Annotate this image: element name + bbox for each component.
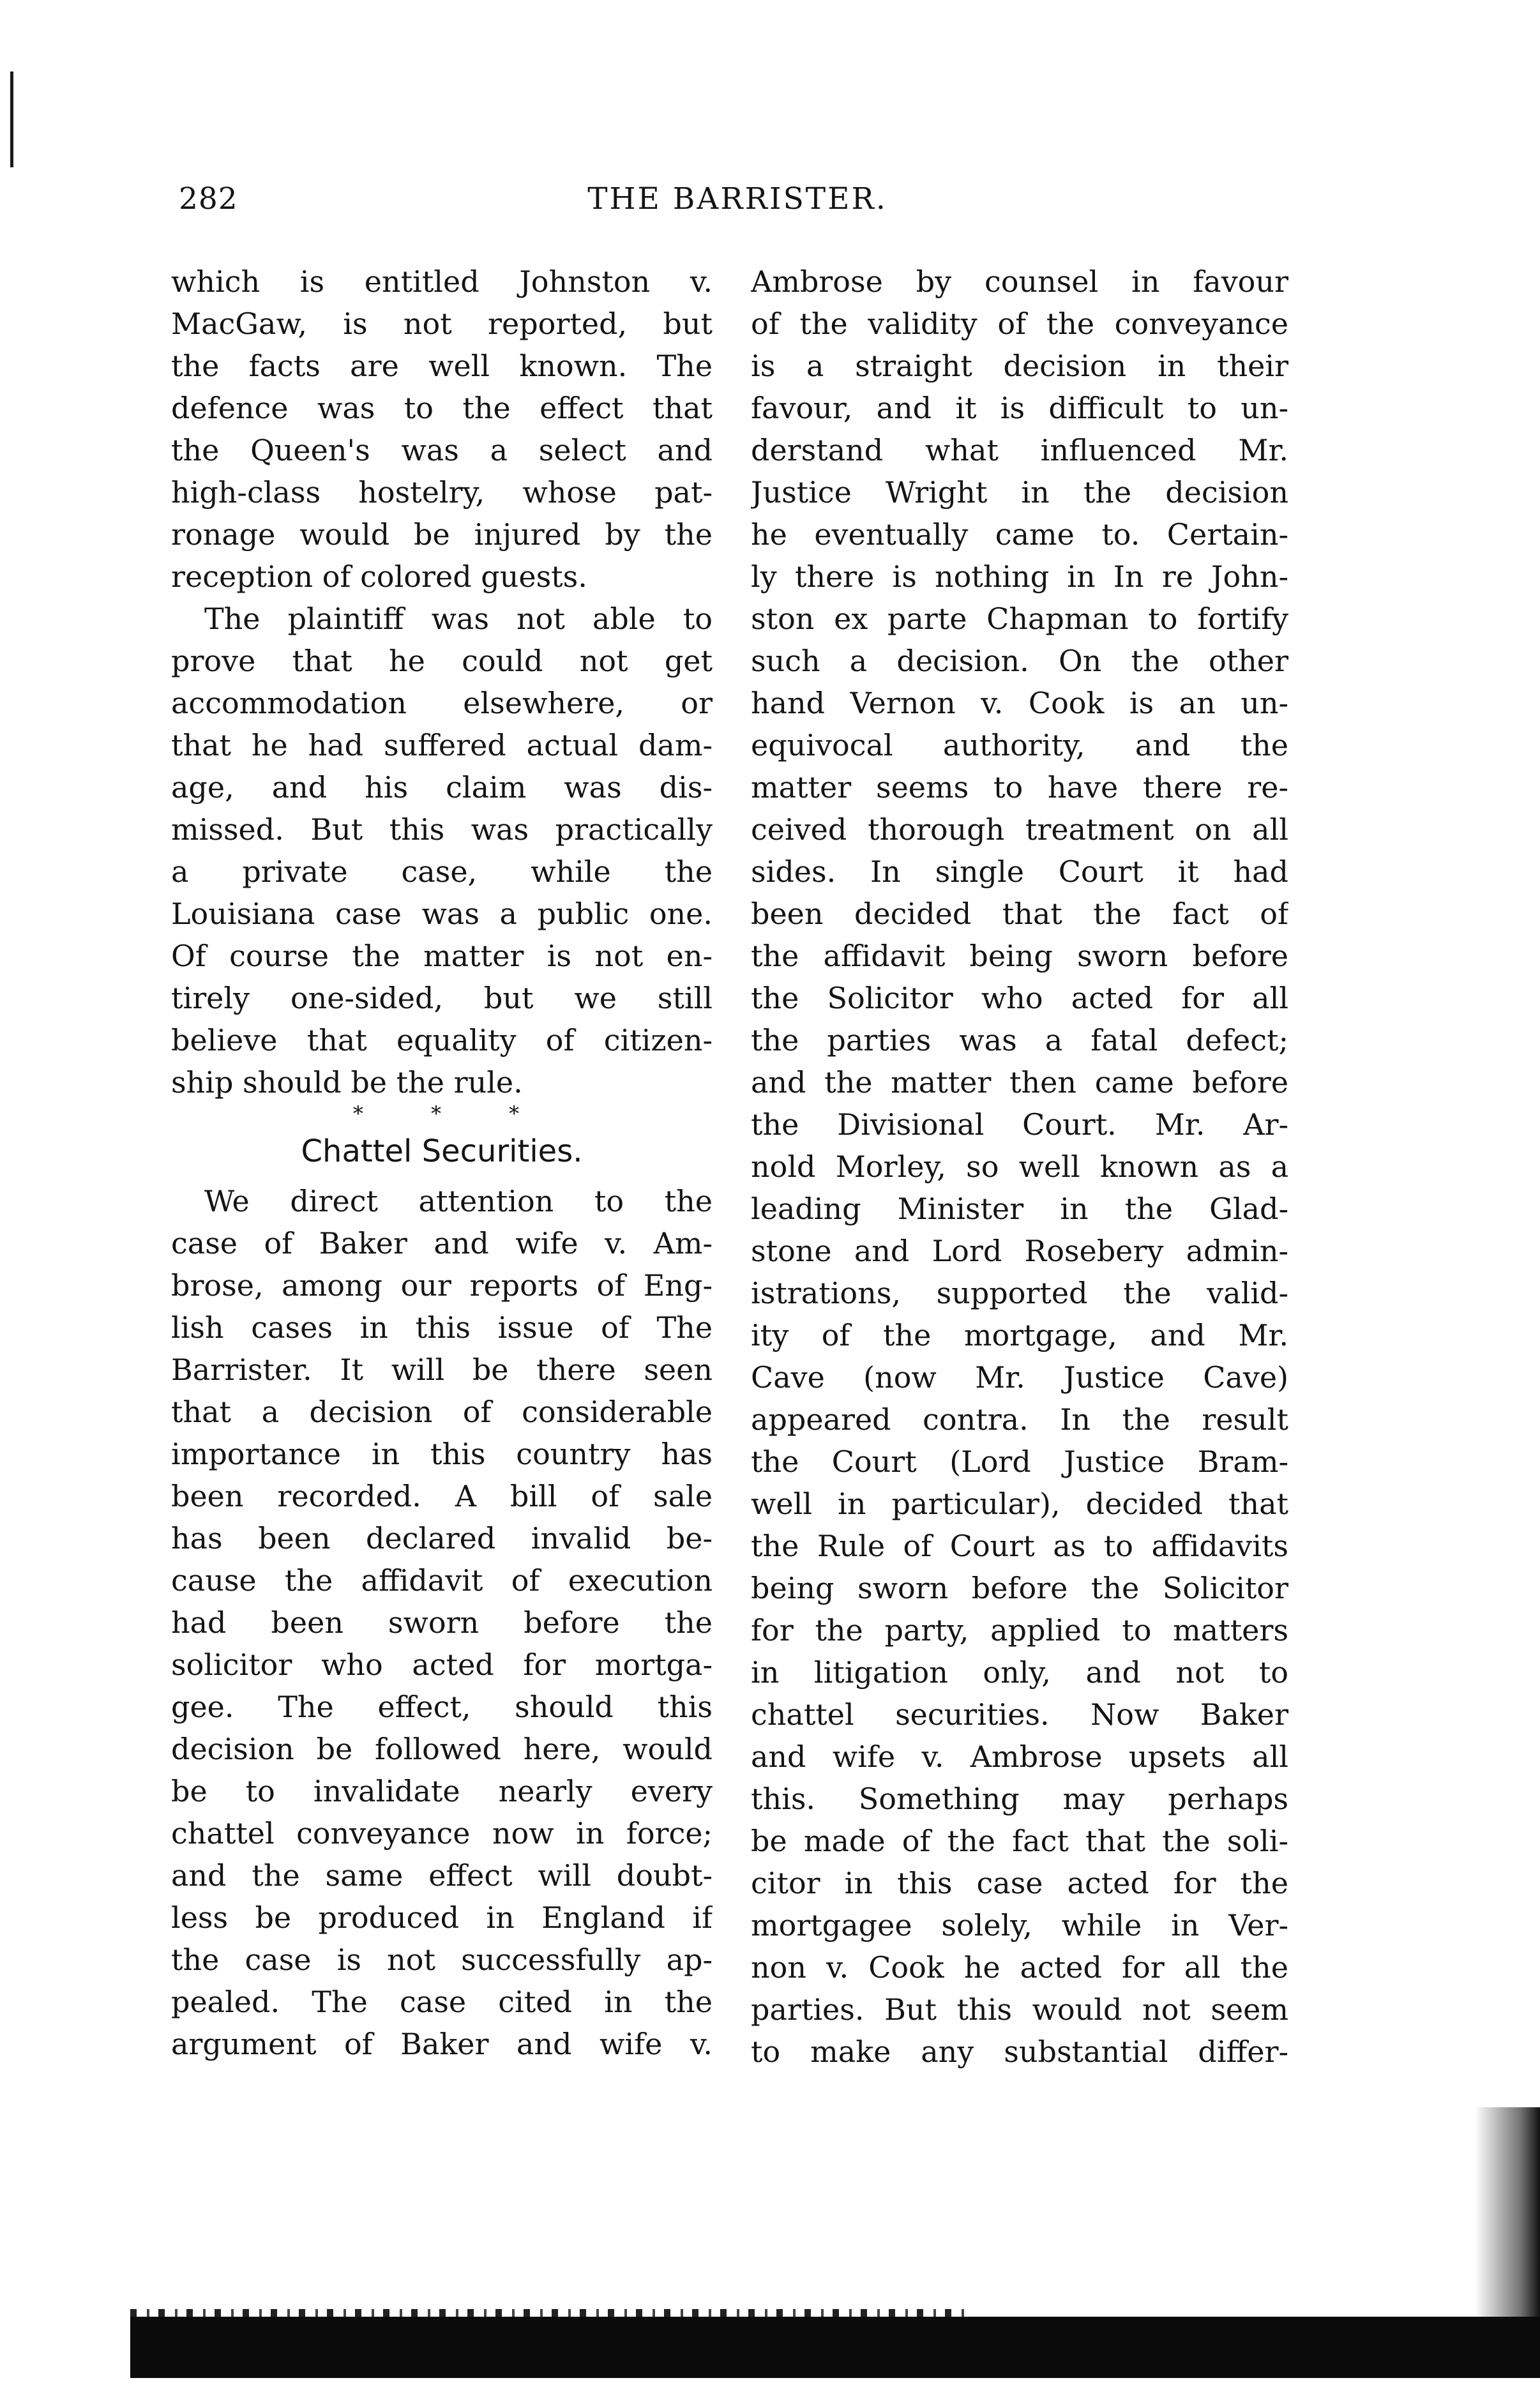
- text-line: and the same effect will doubt-: [171, 1858, 713, 1893]
- text-line: Justice Wright in the decision: [751, 475, 1288, 510]
- text-line: equivocal authority, and the: [751, 728, 1288, 762]
- left-column: [171, 261, 713, 2065]
- text-line: cause the affidavit of execution: [171, 1563, 713, 1598]
- text-line: argument of Baker and wife v.: [171, 2027, 713, 2061]
- text-line: nold Morley, so well known as a: [751, 1149, 1288, 1184]
- text-line: favour, and it is difficult to un-: [751, 391, 1288, 425]
- text-line: derstand what influenced Mr.: [751, 433, 1288, 467]
- text-line: that a decision of considerable: [171, 1395, 713, 1429]
- text-line: leading Minister in the Glad-: [751, 1192, 1288, 1226]
- page-edge-shadow: [1475, 2107, 1540, 2324]
- text-line: of the validity of the conveyance: [751, 307, 1288, 341]
- text-line: be to invalidate nearly every: [171, 1774, 713, 1808]
- text-line: and wife v. Ambrose upsets all: [751, 1739, 1288, 1774]
- text-line: for the party, applied to matters: [751, 1613, 1288, 1647]
- text-line: age, and his claim was dis-: [171, 770, 713, 805]
- text-line: The plaintiff was not able to: [204, 602, 713, 636]
- text-line: tirely one-sided, but we still: [171, 981, 713, 1015]
- text-line: is a straight decision in their: [751, 349, 1288, 383]
- text-line: ston ex parte Chapman to fortify: [751, 602, 1288, 636]
- text-line: missed. But this was practically: [171, 812, 713, 847]
- text-line: being sworn before the Solicitor: [751, 1571, 1288, 1605]
- paragraph: [171, 1180, 713, 2065]
- text-line: had been sworn before the: [171, 1605, 713, 1640]
- text-line: a private case, while the: [171, 854, 713, 889]
- text-line: such a decision. On the other: [751, 644, 1288, 678]
- text-line: matter seems to have there re-: [751, 770, 1288, 805]
- text-line: citor in this case acted for the: [751, 1866, 1288, 1900]
- text-line: he eventually came to. Certain-: [751, 517, 1288, 552]
- text-line: We direct attention to the: [204, 1184, 713, 1218]
- text-line: been decided that the fact of: [751, 897, 1288, 931]
- text-line: the Rule of Court as to affidavits: [751, 1529, 1288, 1563]
- text-line: istrations, supported the valid-: [751, 1276, 1288, 1310]
- text-line: the Queen's was a select and: [171, 433, 713, 467]
- text-line: sides. In single Court it had: [751, 854, 1288, 889]
- text-line: reception of colored guests.: [171, 559, 587, 594]
- text-line: hand Vernon v. Cook is an un-: [751, 686, 1288, 720]
- text-line: less be produced in England if: [171, 1900, 713, 1935]
- text-line: accommodation elsewhere, or: [171, 686, 713, 720]
- text-line: non v. Cook he acted for all the: [751, 1950, 1288, 1985]
- text-line: and the matter then came before: [751, 1065, 1288, 1100]
- text-line: been recorded. A bill of sale: [171, 1479, 713, 1513]
- text-line: in litigation only, and not to: [751, 1655, 1288, 1690]
- paragraph: [171, 261, 713, 598]
- text-line: high-class hostelry, whose pat-: [171, 475, 713, 510]
- text-line: has been declared invalid be-: [171, 1521, 713, 1556]
- text-line: defence was to the effect that: [171, 391, 713, 425]
- paragraph: [751, 261, 1288, 2073]
- text-line: pealed. The case cited in the: [171, 1985, 713, 2019]
- text-line: the Solicitor who acted for all: [751, 981, 1288, 1015]
- text-line: this. Something may perhaps: [751, 1782, 1288, 1816]
- text-line: stone and Lord Rosebery admin-: [751, 1234, 1288, 1268]
- text-line: the Divisional Court. Mr. Ar-: [751, 1107, 1288, 1142]
- text-line: that he had suffered actual dam-: [171, 728, 713, 762]
- page-number: 282: [179, 181, 238, 216]
- right-column: [751, 261, 1288, 2073]
- text-line: chattel conveyance now in force;: [171, 1816, 713, 1851]
- running-title: THE BARRISTER.: [587, 181, 887, 216]
- page-header: [179, 180, 1296, 218]
- text-line: to make any substantial differ-: [751, 2034, 1288, 2069]
- text-line: ly there is nothing in In re John-: [751, 559, 1288, 594]
- text-line: Ambrose by counsel in favour: [751, 264, 1288, 299]
- text-line: lish cases in this issue of The: [171, 1310, 713, 1345]
- text-line: well in particular), decided that: [751, 1487, 1288, 1521]
- text-line: Of course the matter is not en-: [171, 939, 713, 973]
- text-line: the case is not successfully ap-: [171, 1943, 713, 1977]
- text-line: which is entitled Johnston v.: [171, 264, 713, 299]
- text-line: case of Baker and wife v. Am-: [171, 1226, 713, 1261]
- text-line: mortgagee solely, while in Ver-: [751, 1908, 1288, 1943]
- text-line: the parties was a fatal defect;: [751, 1023, 1288, 1057]
- text-line: the affidavit being sworn before: [751, 939, 1288, 973]
- text-line: importance in this country has: [171, 1437, 713, 1471]
- text-line: solicitor who acted for mortga-: [171, 1647, 713, 1682]
- section-separator: * * *: [352, 1102, 550, 1126]
- text-line: be made of the fact that the soli-: [751, 1824, 1288, 1858]
- text-line: ronage would be injured by the: [171, 517, 713, 552]
- text-line: Cave (now Mr. Justice Cave): [751, 1360, 1288, 1395]
- text-line: gee. The effect, should this: [171, 1690, 713, 1724]
- text-line: decision be followed here, would: [171, 1732, 713, 1766]
- text-line: appeared contra. In the result: [751, 1402, 1288, 1437]
- text-line: Barrister. It will be there seen: [171, 1352, 713, 1387]
- text-line: the Court (Lord Justice Bram-: [751, 1444, 1288, 1479]
- text-line: Louisiana case was a public one.: [171, 897, 713, 931]
- text-line: chattel securities. Now Baker: [751, 1697, 1288, 1732]
- text-line: believe that equality of citizen-: [171, 1023, 713, 1057]
- text-line: parties. But this would not seem: [751, 1992, 1288, 2027]
- scan-bottom-bar: [130, 2317, 1540, 2378]
- scan-edge-mark: [10, 72, 13, 167]
- paragraph: [171, 598, 713, 1103]
- text-line: ity of the mortgage, and Mr.: [751, 1318, 1288, 1352]
- text-line: brose, among our reports of Eng-: [171, 1268, 713, 1303]
- text-line: the facts are well known. The: [171, 349, 713, 383]
- text-line: ship should be the rule.: [171, 1065, 523, 1100]
- text-line: prove that he could not get: [171, 644, 713, 678]
- section-heading: Chattel Securities.: [301, 1133, 583, 1169]
- text-line: ceived thorough treatment on all: [751, 812, 1288, 847]
- text-line: MacGaw, is not reported, but: [171, 307, 713, 341]
